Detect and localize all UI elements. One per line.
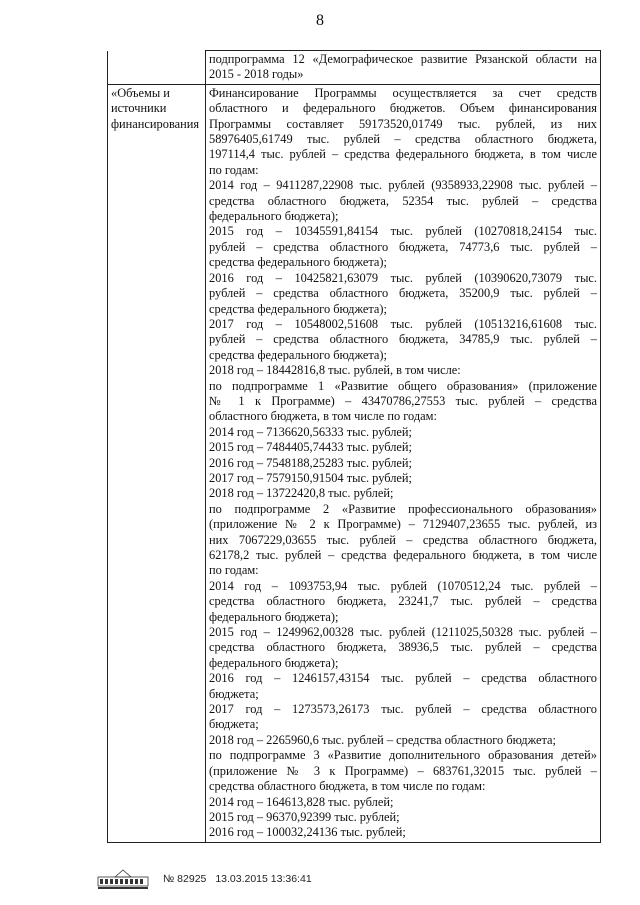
content-line: 2014 год – 1093753,94 тыс. рублей (1070512,24 тыс. рублей –: [209, 578, 597, 593]
document-number: № 82925: [163, 873, 207, 885]
content-line: бюджета;: [209, 686, 259, 701]
content-line: 2017 год – 7579150,91504 тыс. рублей;: [209, 470, 412, 485]
content-line: 2018 год – 2265960,6 тыс. рублей – средства областного бюджета;: [209, 732, 556, 747]
content-line: средства областного бюджета, 23241,7 тыс. рублей – средства: [209, 594, 597, 609]
content-line: федерального бюджета);: [209, 655, 339, 670]
content-line: (приложение № 3 к Программе) – 683761,32015 тыс. рублей –: [209, 763, 597, 778]
header-row: [108, 51, 601, 85]
content-line: 2015 год – 10345591,84154 тыс. рублей (10270818,24154 тыс.: [209, 224, 597, 239]
content-line: по годам:: [209, 563, 259, 578]
financing-content-cell: [206, 84, 601, 842]
footer: [97, 868, 318, 890]
content-line: рублей – средства областного бюджета, 34785,9 тыс. рублей –: [209, 332, 597, 347]
content-line: них 7067229,03655 тыс. рублей – средства областного бюджета,: [209, 532, 597, 547]
content-line: 2018 год – 18442816,8 тыс. рублей, в том числе:: [209, 363, 461, 378]
label-line: источники: [111, 101, 167, 116]
content-line: средства областного бюджета, 38936,5 тыс. рублей – средства: [209, 640, 597, 655]
footer-text: [163, 873, 318, 885]
content-line: средства областного бюджета, в том числе по годам:: [209, 779, 486, 794]
content-line: федерального бюджета);: [209, 609, 339, 624]
header-line: 2015 - 2018 годы»: [209, 67, 304, 82]
content-line: 2016 год – 1246157,43154 тыс. рублей – средства областного: [209, 671, 597, 686]
document-table: [107, 50, 601, 843]
content-line: федерального бюджета);: [209, 209, 339, 224]
content-line: рублей – средства областного бюджета, 74773,6 тыс. рублей –: [209, 239, 597, 254]
content-line: бюджета;: [209, 717, 259, 732]
content-line: 2015 год – 1249962,00328 тыс. рублей (1211025,50328 тыс. рублей –: [209, 625, 597, 640]
content-line: по подпрограмме 2 «Развитие профессионального образования»: [209, 501, 597, 516]
content-line: 2016 год – 100032,24136 тыс. рублей;: [209, 825, 406, 840]
content-line: рублей – средства областного бюджета, 35200,9 тыс. рублей –: [209, 286, 597, 301]
content-line: 2014 год – 9411287,22908 тыс. рублей (9358933,22908 тыс. рублей –: [209, 178, 597, 193]
content-line: (приложение № 2 к Программе) – 7129407,23655 тыс. рублей, из: [209, 517, 597, 532]
label-line: финансирования: [111, 116, 200, 131]
content-line: 58976405,61749 тыс. рублей – средства областного бюджета,: [209, 132, 597, 147]
content-line: 2015 год – 7484405,74433 тыс. рублей;: [209, 440, 412, 455]
page-number: 8: [316, 12, 324, 29]
financing-label-cell: [108, 84, 206, 842]
registry-stamp-icon: [97, 868, 149, 890]
content-line: по подпрограмме 1 «Развитие общего образования» (приложение: [209, 378, 597, 393]
content-line: средства федерального бюджета);: [209, 347, 387, 362]
content-line: 2016 год – 7548188,25283 тыс. рублей;: [209, 455, 412, 470]
content-line: 62178,2 тыс. рублей – средства федерального бюджета, в том числе: [209, 548, 597, 562]
content-line: 197114,4 тыс. рублей – средства федерального бюджета, в том числе: [209, 147, 597, 162]
financing-row: [108, 84, 601, 842]
content-line: 2016 год – 10425821,63079 тыс. рублей (10390620,73079 тыс.: [209, 270, 597, 285]
content-line: 2014 год – 164613,828 тыс. рублей;: [209, 794, 394, 809]
content-line: областного и федерального бюджетов. Объем финансирования: [209, 101, 597, 116]
content-line: по подпрограмме 3 «Развитие дополнительного образования детей»: [209, 748, 597, 763]
content-line: по годам:: [209, 162, 259, 177]
content-line: 2017 год – 10548002,51608 тыс. рублей (10513216,61608 тыс.: [209, 316, 597, 331]
content-line: средства федерального бюджета);: [209, 301, 387, 316]
content-line: Программы составляет 59173520,01749 тыс. рублей, из них: [209, 116, 597, 131]
content-line: 2018 год – 13722420,8 тыс. рублей;: [209, 486, 394, 501]
content-line: средства федерального бюджета);: [209, 255, 387, 270]
content-line: 2014 год – 7136620,56333 тыс. рублей;: [209, 424, 412, 439]
content-line: 2017 год – 1273573,26173 тыс. рублей – средства областного: [209, 702, 597, 717]
header-content-cell: [206, 51, 601, 85]
content-line: 2015 год – 96370,92399 тыс. рублей;: [209, 809, 400, 824]
header-line: подпрограмма 12 «Демографическое развитие Рязанской области на: [209, 52, 597, 66]
label-line: «Объемы и: [111, 85, 170, 100]
content-line: № 1 к Программе) – 43470786,27553 тыс. рублей – средства: [209, 393, 597, 408]
content-line: областного бюджета, в том числе по годам:: [209, 409, 437, 424]
content-line: Финансирование Программы осуществляется за счет средств: [209, 85, 597, 100]
header-label-cell: [108, 51, 206, 85]
content-line: средства областного бюджета, 52354 тыс. рублей – средства: [209, 193, 597, 208]
registration-timestamp: 13.03.2015 13:36:41: [215, 873, 312, 885]
